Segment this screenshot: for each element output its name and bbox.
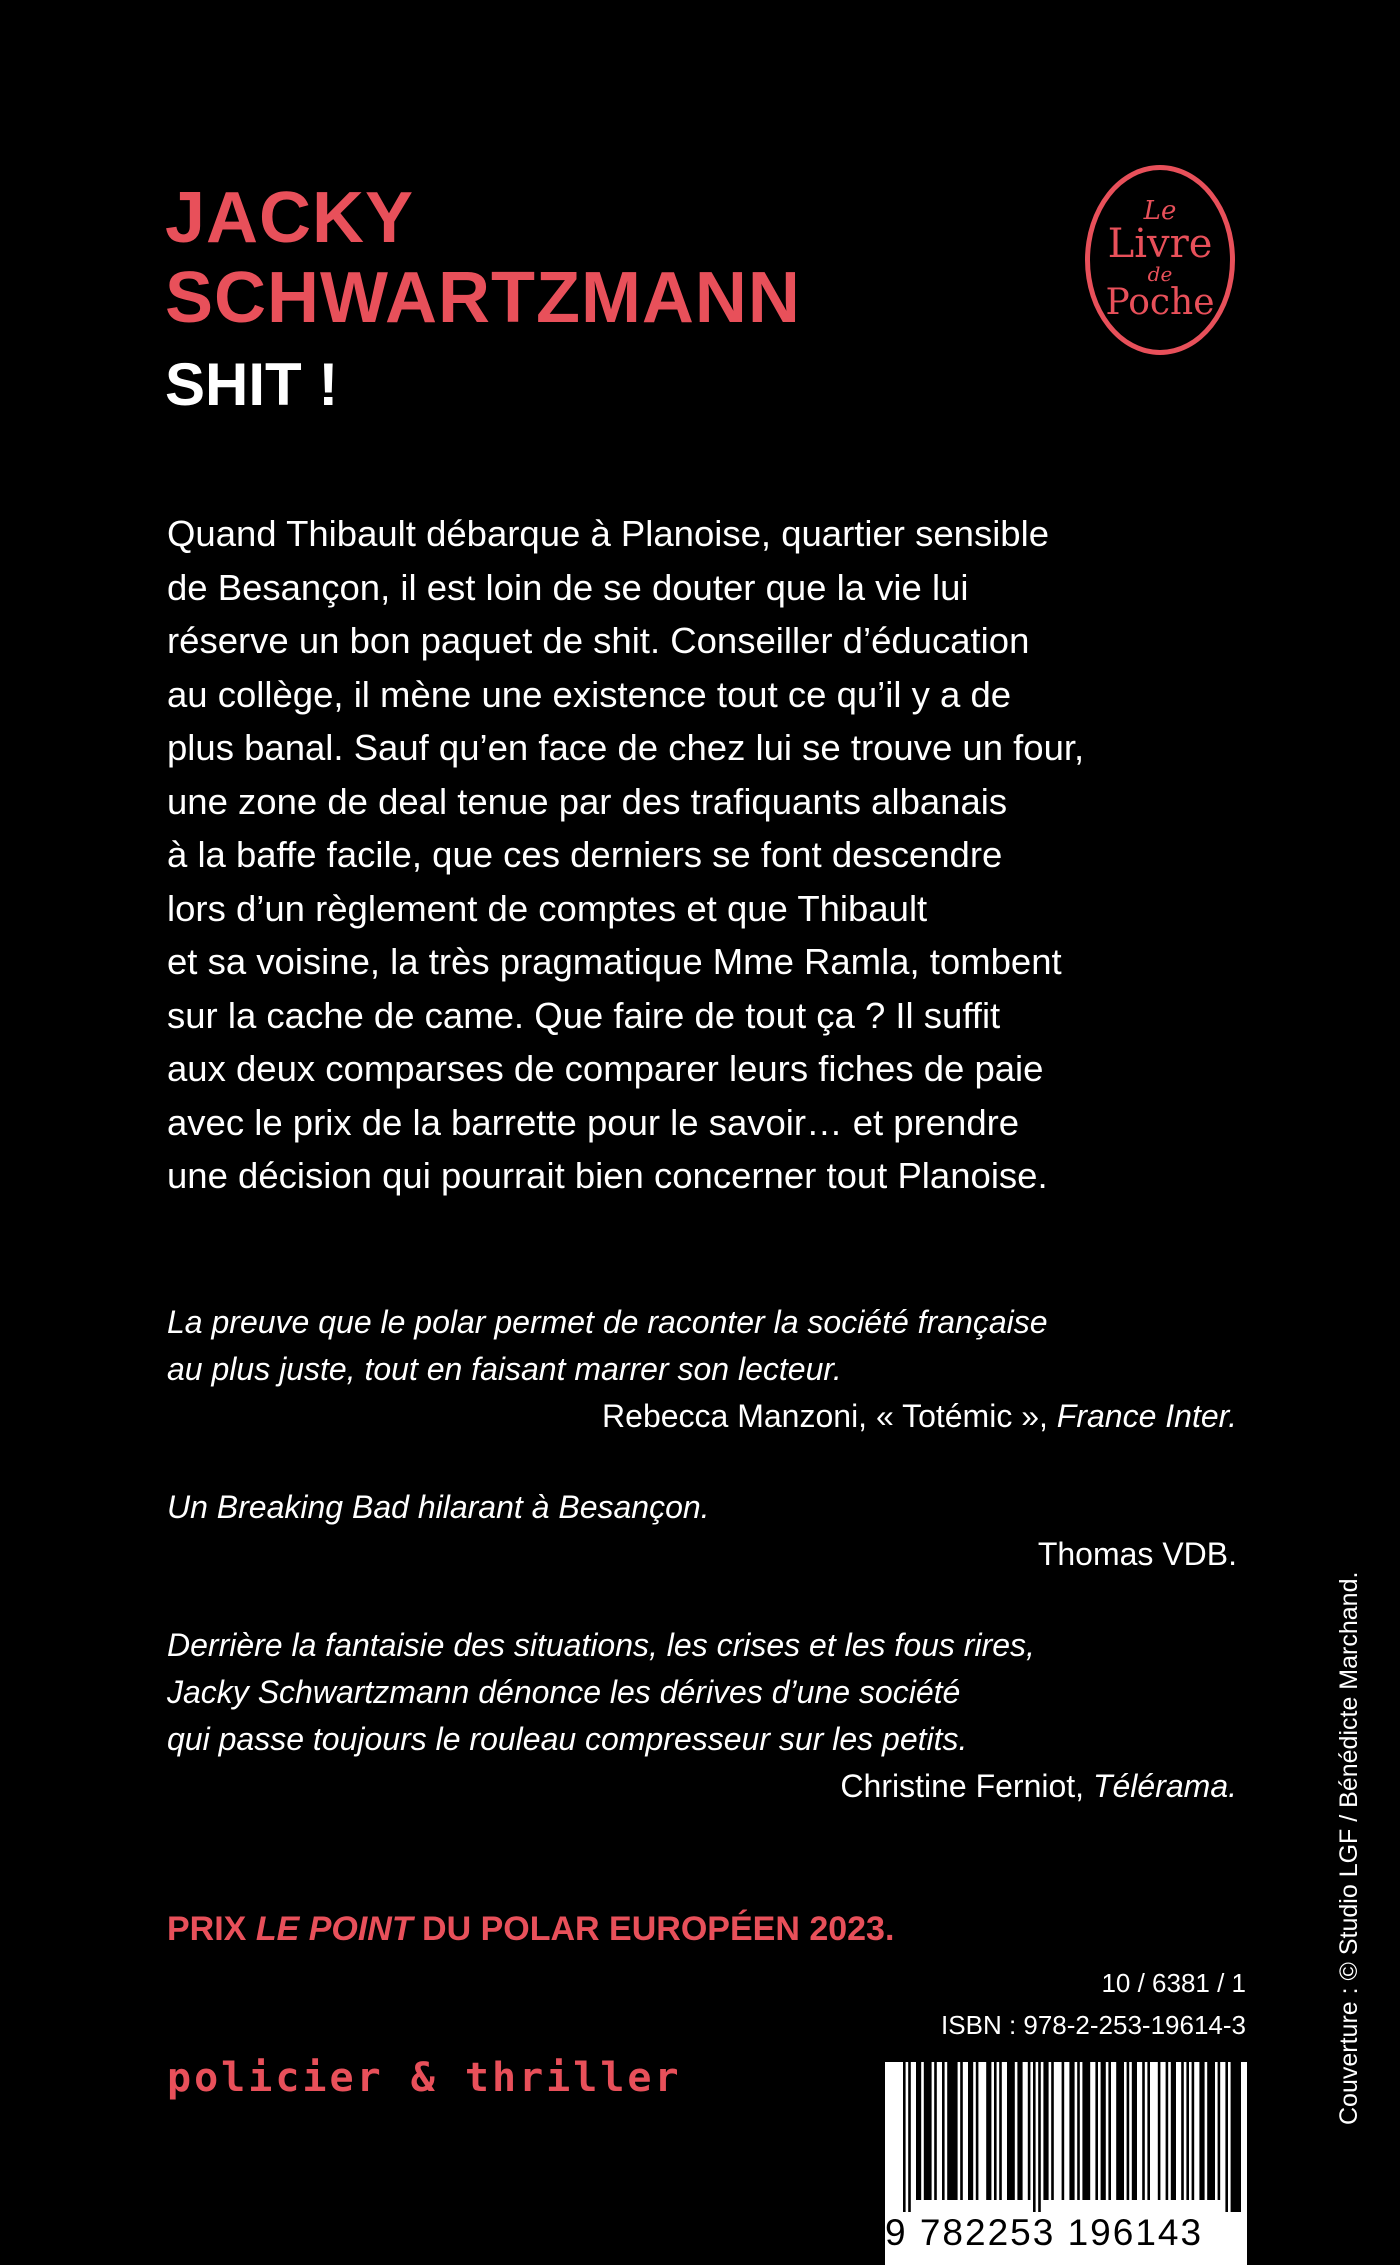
quote-line: Un Breaking Bad hilarant à Besançon. <box>167 1489 710 1525</box>
summary-line: et sa voisine, la très pragmatique Mme Ramla, tombent <box>167 941 1062 982</box>
barcode-bar <box>1199 2062 1204 2200</box>
summary-line: une zone de deal tenue par des trafiquants albanais <box>167 780 1008 822</box>
book-title: SHIT ! <box>165 351 339 418</box>
summary-line: sur la cache de came. Que faire de tout ça ? Il suffit <box>167 994 1001 1036</box>
quote-source: Télérama. <box>1092 1768 1237 1804</box>
quote-source: France Inter. <box>1056 1398 1237 1434</box>
summary-line: à la baffe facile, que ces derniers se font descendre <box>167 834 1003 875</box>
barcode-bar <box>976 2062 979 2200</box>
logo-line-1: Le <box>1143 196 1177 226</box>
barcode-bar <box>1038 2062 1041 2212</box>
barcode-bar <box>1095 2062 1098 2200</box>
barcode-bar <box>1218 2062 1221 2200</box>
summary-line: aux deux comparses de comparer leurs fiches de paie <box>167 1048 1044 1089</box>
author-name <box>165 178 925 338</box>
catalog-code: 10 / 6381 / 1 <box>1101 1968 1246 1998</box>
barcode-bar <box>999 2062 1002 2200</box>
barcode-bar <box>1192 2062 1195 2200</box>
barcode-bar <box>1116 2062 1124 2200</box>
barcode-bar <box>1017 2062 1022 2200</box>
barcode-bar <box>1051 2062 1054 2200</box>
barcode-bar <box>1007 2062 1015 2200</box>
barcode-bar <box>986 2062 991 2200</box>
quote-line: La preuve que le polar permet de raconter la société française <box>167 1304 1048 1340</box>
barcode-bar <box>994 2062 997 2200</box>
barcode-bar <box>947 2062 957 2200</box>
barcode-bar <box>1181 2062 1184 2200</box>
author-first-name: JACKY <box>165 178 415 258</box>
barcode-bar <box>1028 2062 1031 2200</box>
barcode-bar <box>1147 2062 1150 2200</box>
isbn: ISBN : 978-2-253-19614-3 <box>941 2010 1246 2040</box>
prize-italic: LE POINT <box>255 1910 413 1948</box>
quote-author: Thomas VDB. <box>1037 1536 1237 1572</box>
barcode-bar <box>968 2062 973 2200</box>
quote-line: qui passe toujours le rouleau compresseur sur les petits. <box>167 1721 968 1757</box>
cover-credit: Couverture : © Studio LGF / Bénédicte Marchand. <box>1335 1571 1363 2125</box>
barcode <box>885 2062 1247 2265</box>
barcode-bars <box>885 2062 1247 2212</box>
barcode-bar <box>1108 2062 1111 2200</box>
logo-line-2: Livre <box>1107 221 1213 267</box>
barcode-bar <box>960 2062 963 2200</box>
review-quote-1 <box>167 1299 1237 1440</box>
book-summary <box>167 507 1247 1203</box>
barcode-number: 9 782253 196143 <box>885 2212 1204 2253</box>
author-last-name: SCHWARTZMANN <box>165 258 801 338</box>
barcode-bar <box>1186 2062 1189 2200</box>
summary-line: avec le prix de la barrette pour le savoir… et prendre <box>167 1101 1020 1143</box>
barcode-bar <box>1225 2062 1228 2212</box>
review-quote-3 <box>167 1622 1237 1810</box>
barcode-bar <box>903 2062 906 2212</box>
barcode-bar <box>1101 2062 1106 2200</box>
barcode-bar <box>1231 2062 1241 2212</box>
summary-line: Quand Thibault débarque à Planoise, quartier sensible <box>167 513 1050 554</box>
barcode-bar <box>934 2062 937 2200</box>
quote-author: Rebecca Manzoni, « Totémic », <box>602 1398 1057 1434</box>
barcode-bar <box>1166 2062 1169 2200</box>
barcode-bar <box>908 2062 911 2212</box>
quote-attribution <box>167 1763 1237 1810</box>
quote-author: Christine Ferniot, <box>840 1768 1093 1804</box>
barcode-bar <box>1077 2062 1080 2200</box>
publisher-logo <box>1085 165 1235 355</box>
quote-line: Jacky Schwartzmann dénonce les dérives d’une société <box>167 1674 961 1710</box>
prize-banner <box>167 1907 894 1951</box>
logo-line-3: de <box>1147 262 1173 286</box>
prize-before: PRIX <box>167 1910 256 1948</box>
barcode-bar <box>1142 2062 1145 2200</box>
summary-line: réserve un bon paquet de shit. Conseiller d’éducation <box>167 620 1030 661</box>
barcode-bar <box>924 2062 932 2200</box>
logo-line-4: Poche <box>1105 282 1215 323</box>
summary-line: une décision qui pourrait bien concerner tout Planoise. <box>167 1155 1048 1196</box>
barcode-bar <box>1207 2062 1215 2200</box>
quote-attribution <box>167 1531 1237 1578</box>
barcode-bar <box>1132 2062 1137 2200</box>
barcode-bar <box>1043 2062 1048 2200</box>
summary-line: lors d’un règlement de comptes et que Thibault <box>167 887 928 929</box>
review-quote-2 <box>167 1484 1237 1578</box>
summary-line: au collège, il mène une existence tout ce qu’il y a de <box>167 673 1012 715</box>
prize-after: DU POLAR EUROPÉEN 2023. <box>412 1910 895 1948</box>
barcode-bar <box>1171 2062 1176 2200</box>
barcode-bar <box>1082 2062 1090 2200</box>
summary-line: plus banal. Sauf qu’en face de chez lui se trouve un four, <box>167 727 1085 768</box>
book-codes <box>880 1962 1246 2046</box>
barcode-bar <box>1158 2062 1161 2200</box>
barcode-bar <box>1069 2062 1074 2200</box>
quote-line: au plus juste, tout en faisant marrer son lecteur. <box>167 1351 842 1387</box>
barcode-bar <box>942 2062 945 2200</box>
barcode-bar <box>1062 2062 1065 2200</box>
quote-line: Derrière la fantaisie des situations, les crises et les fous rires, <box>167 1627 1035 1663</box>
collection-label: policier & thriller <box>167 2055 682 2101</box>
summary-line: de Besançon, il est loin de se douter que la vie lui <box>167 566 969 608</box>
barcode-bar <box>1033 2062 1036 2212</box>
barcode-bar <box>916 2062 921 2200</box>
quote-attribution <box>167 1393 1237 1440</box>
barcode-bar <box>1127 2062 1130 2200</box>
